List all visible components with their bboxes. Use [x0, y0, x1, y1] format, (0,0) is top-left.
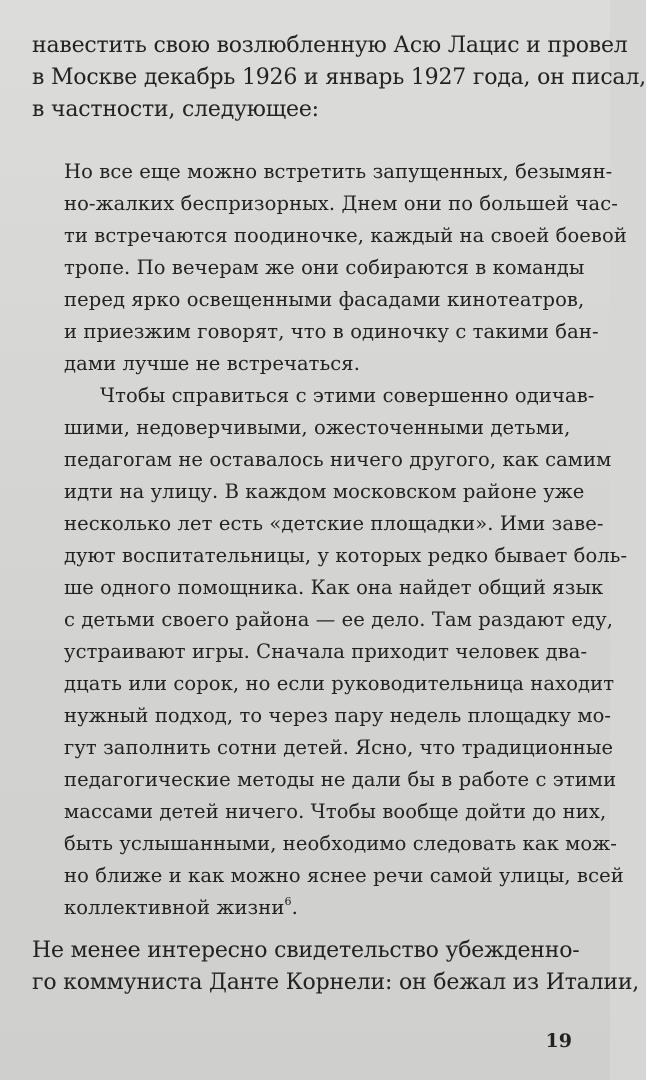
- text-line: и приезжим говорят, что в одиночку с такими бан-: [64, 320, 599, 343]
- text-line: Не менее интересно свидетельство убежденно-: [32, 938, 580, 963]
- text-line: но-жалких беспризорных. Днем они по большей час-: [64, 192, 618, 215]
- intro-paragraph: [32, 30, 646, 126]
- text-line: нужный подход, то через пару недель площадку мо-: [64, 704, 612, 727]
- block-quote: [64, 156, 628, 924]
- text-line: го коммуниста Данте Корнели: он бежал из Италии,: [32, 970, 640, 995]
- footnote-mark: 6: [284, 894, 292, 908]
- text-line: дцать или сорок, но если руководительница находит: [64, 672, 615, 695]
- text-fragment: коллективной жизни: [64, 896, 285, 919]
- text-line: педагогические методы не дали бы в работе с этими: [64, 768, 617, 791]
- text-line: тропе. По вечерам же они собираются в команды: [64, 256, 585, 279]
- text-line: перед ярко освещенными фасадами кинотеатров,: [64, 288, 585, 311]
- text-line: Но все еще можно встретить запущенных, безымян-: [64, 160, 613, 183]
- text-line: шими, недоверчивыми, ожесточенными детьми,: [64, 416, 571, 439]
- text-line: дами лучше не встречаться.: [64, 352, 361, 375]
- text-line: несколько лет есть «детские площадки». Ими заве-: [64, 512, 604, 535]
- text-line: но ближе и как можно яснее речи самой улицы, всей: [64, 864, 624, 887]
- text-line: педагогам не оставалось ничего другого, как самим: [64, 448, 612, 471]
- text-line: идти на улицу. В каждом московском районе уже: [64, 480, 585, 503]
- punctuation: .: [291, 896, 298, 919]
- text-line: с детьми своего района — ее дело. Там раздают еду,: [64, 608, 614, 631]
- outro-paragraph: [32, 935, 640, 999]
- text-line: дуют воспитательницы, у которых редко бывает боль-: [64, 544, 628, 567]
- text-line: навестить свою возлюбленную Асю Лацис и провел: [32, 33, 628, 58]
- text-line: гут заполнить сотни детей. Ясно, что традиционные: [64, 736, 614, 759]
- text-line: ти встречаются поодиночке, каждый на своей боевой: [64, 224, 627, 247]
- text-line-last: [64, 892, 572, 924]
- text-line: быть услышанными, необходимо следовать как мож-: [64, 832, 617, 855]
- text-line: ше одного помощника. Как она найдет общий язык: [64, 576, 604, 599]
- text-line: в частности, следующее:: [32, 97, 319, 122]
- text-line: массами детей ничего. Чтобы вообще дойти до них,: [64, 800, 607, 823]
- text-line: в Москве декабрь 1926 и январь 1927 года, он писал,: [32, 65, 646, 90]
- text-line: Чтобы справиться с этими совершенно одичав-: [100, 384, 595, 407]
- text-line: устраивают игры. Сначала приходит человек два-: [64, 640, 588, 663]
- page-number: 19: [545, 1030, 572, 1052]
